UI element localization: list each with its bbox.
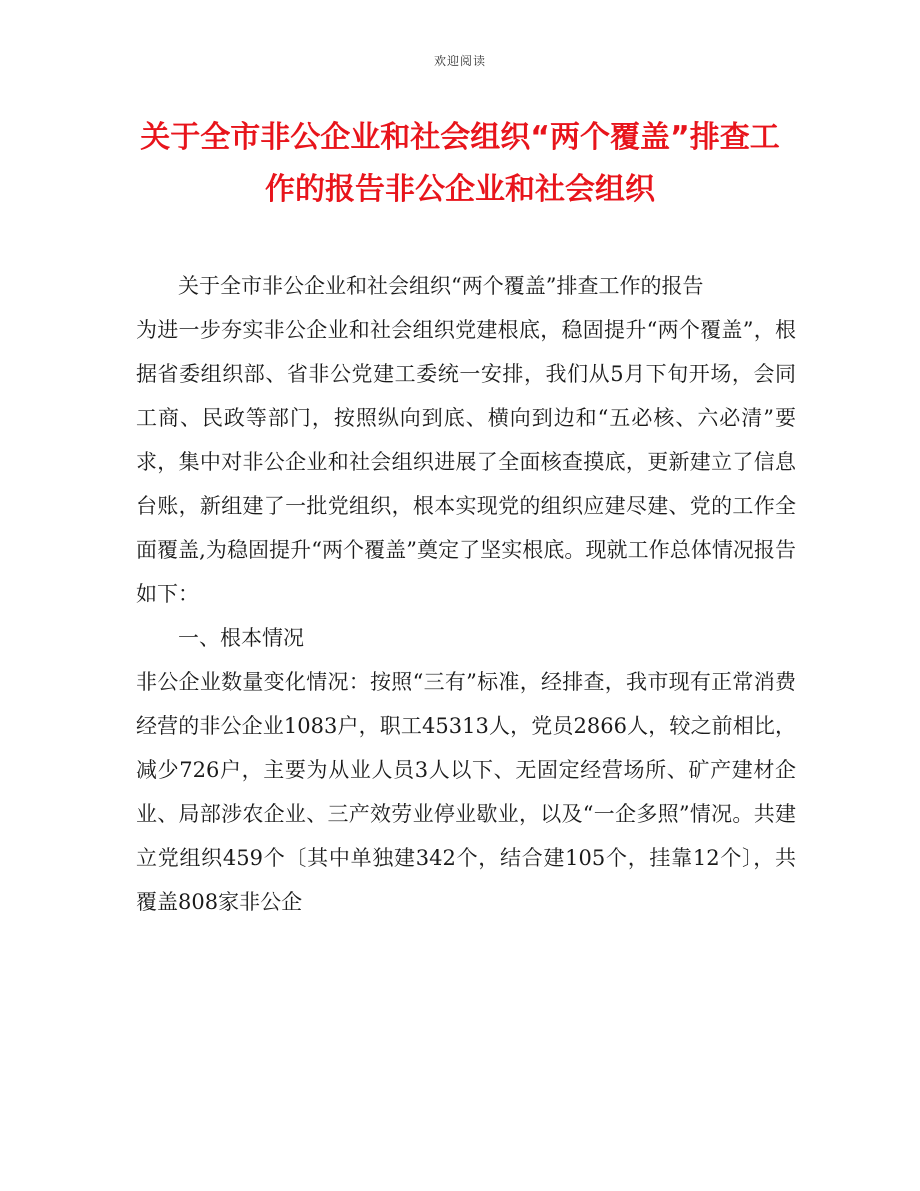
paragraph-intro: 为进一步夯实非公企业和社会组织党建根底，稳固提升“两个覆盖”，根据省委组织部、省非公党建工委统一安排，我们从5月下旬开场，会同工商、民政等部门，按照纵向到底、横向到边和“五必核、六必清”要求，集中对非公企业和社会组织进展了全面核查摸底，更新建立了信息台账，新组建了一批党组织，根本实现党的组织应建尽建、党的工作全面覆盖,为稳固提升“两个覆盖”奠定了坚实根底。现就工作总体情况报告如下： [136,318,796,606]
paragraph-report-title: 关于全市非公企业和社会组织“两个覆盖”排查工作的报告 [178,274,704,298]
section-heading-basic-situation: 一、根本情况 [178,626,304,650]
header-note: 欢迎阅读 [433,54,486,68]
paragraph-enterprise-changes: 非公企业数量变化情况：按照“三有”标准，经排查，我市现有正常消费经营的非公企业1083户，职工45313人，党员2866人，较之前相比，减少726户，主要为从业人员3人以下、无固定经营场所、矿产建材企业、局部涉农企业、三产效劳业停业歇业，以及“一企多照”情况。共建立党组织459个〔其中单独建342个，结合建105个，挂靠12个〕，共覆盖808家非公企 [136,670,796,914]
document-body [136,264,796,924]
document-title: 关于全市非公企业和社会组织“两个覆盖”排查工作的报告非公企业和社会组织 [140,120,780,207]
